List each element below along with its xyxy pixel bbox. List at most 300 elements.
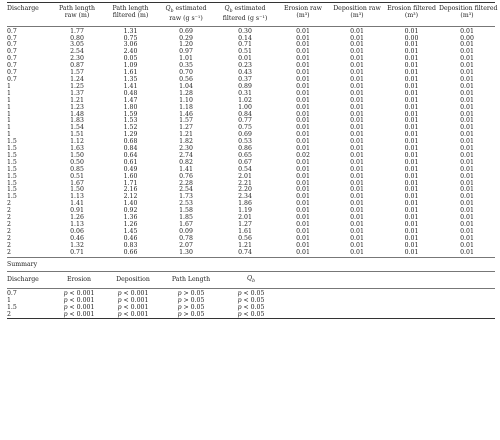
table-cell: 2.20: [238, 186, 252, 194]
table-cell: 2.28: [179, 179, 193, 187]
table-cell: 0.01: [350, 34, 364, 42]
table-cell: 2.01: [238, 214, 252, 222]
table-cell: 1.45: [123, 227, 138, 235]
table-cell: 0.01: [350, 48, 364, 56]
table-cell: 0.01: [460, 69, 474, 77]
column-header-line1: Deposition filtered: [439, 5, 498, 12]
summary-cell: p < 0.001: [53, 288, 105, 297]
table-cell: 0.71: [238, 41, 252, 49]
table-cell: 0.49: [123, 165, 138, 173]
table-cell: 0.01: [296, 131, 310, 139]
table-cell: 0.01: [350, 145, 364, 153]
table-cell: 1: [7, 124, 11, 132]
column-header-line2: (m³): [404, 12, 419, 20]
summary-cell: 1: [7, 296, 11, 304]
table-cell: 2.54: [179, 186, 193, 194]
table-cell: 1.35: [123, 75, 138, 83]
column-header: [103, 3, 158, 26]
table-cell: 0.01: [404, 172, 419, 180]
table-cell: 1: [7, 110, 11, 118]
table-cell: 0.01: [404, 103, 419, 111]
table-cell: 1.37: [70, 89, 84, 97]
table-cell: 1.21: [70, 96, 84, 104]
table-cell: 0.01: [350, 110, 364, 118]
table-cell: 0.01: [296, 165, 310, 173]
table-cell: 1.5: [7, 193, 17, 201]
table-cell: 0.01: [350, 62, 364, 70]
table-cell: 0.69: [158, 26, 214, 35]
table-cell: 0.43: [238, 69, 252, 77]
summary-filler-cell: [281, 298, 495, 305]
table-cell: 0.01: [404, 207, 419, 215]
table-cell: 1.21: [238, 241, 252, 249]
table-cell: 0.01: [404, 89, 419, 97]
table-cell: 1: [7, 96, 11, 104]
table-cell: 1.61: [238, 227, 252, 235]
table-cell: 0.01: [296, 158, 310, 166]
table-cell: 1: [7, 82, 11, 90]
summary-filler-cell: [281, 288, 495, 297]
summary-cell: p < 0.001: [117, 303, 149, 311]
table-cell: 1.24: [70, 75, 84, 83]
table-cell: 1.57: [70, 69, 84, 77]
data-table-container: [7, 2, 498, 319]
column-header: [214, 3, 276, 26]
table-cell: 0.01: [350, 234, 364, 242]
table-cell: 0.01: [404, 124, 419, 132]
table-cell: 0.01: [460, 110, 474, 118]
table-cell: 0.48: [123, 89, 138, 97]
table-cell: 0.01: [404, 186, 419, 194]
table-cell: 1.19: [238, 207, 252, 215]
main-table: [7, 3, 498, 257]
table-cell: 0.84: [123, 145, 138, 153]
table-cell: 0.01: [460, 241, 474, 249]
table-cell: 0.54: [238, 165, 252, 173]
header-row: [7, 3, 495, 26]
table-cell: 0.01: [404, 234, 419, 242]
table-cell: 1.54: [70, 124, 84, 132]
table-cell: 1.31: [103, 26, 158, 35]
table-cell: 0.01: [404, 110, 419, 118]
table-cell: 0.01: [404, 48, 419, 56]
table-cell: 0.01: [350, 241, 364, 249]
table-cell: 1.5: [7, 165, 17, 173]
table-cell: 0.65: [238, 151, 252, 159]
table-cell: 1.26: [70, 214, 84, 222]
table-cell: 1.29: [123, 131, 138, 139]
table-cell: 0.01: [296, 241, 310, 249]
table-cell: 1.28: [179, 89, 193, 97]
table-cell: 0.01: [350, 179, 364, 187]
table-cell: 1.83: [70, 117, 84, 125]
table-cell: 3.05: [70, 41, 84, 49]
table-cell: 1.67: [179, 221, 193, 229]
table-cell: 0.01: [350, 248, 364, 256]
table-cell: 0.71: [70, 248, 84, 256]
table-cell: 0.01: [404, 221, 419, 229]
table-cell: 0.69: [238, 131, 252, 139]
table-cell: 0.01: [460, 179, 474, 187]
table-cell: 0.78: [179, 234, 193, 242]
table-cell: 0.01: [350, 200, 364, 208]
table-cell: 0.01: [296, 89, 310, 97]
table-cell: 0.01: [350, 151, 364, 159]
table-cell: 1.02: [238, 96, 252, 104]
column-header-line2: (m³): [460, 12, 474, 20]
table-cell: 2: [7, 221, 11, 229]
summary-cell: p > 0.05: [161, 288, 221, 297]
column-header: [51, 3, 103, 26]
table-cell: 0.01: [404, 96, 419, 104]
table-cell: 0.01: [296, 55, 310, 63]
table-cell: 2.01: [238, 172, 252, 180]
table-cell: 1.53: [123, 117, 138, 125]
table-cell: 2: [7, 241, 11, 249]
table-cell: 0.7: [7, 41, 17, 49]
table-cell: 1.30: [179, 248, 193, 256]
table-cell: 0.29: [179, 34, 193, 42]
table-cell: 0.97: [179, 48, 193, 56]
summary-cell: p < 0.001: [63, 303, 95, 311]
table-cell: 0.56: [238, 234, 252, 242]
table-cell: 0.01: [404, 138, 419, 146]
table-cell: 1.85: [179, 214, 193, 222]
table-cell: 1.50: [70, 151, 84, 159]
table-cell: 0.01: [350, 117, 364, 125]
table-cell: 1.5: [7, 172, 17, 180]
table-cell: 0.01: [460, 186, 474, 194]
table-cell: 1.58: [179, 207, 193, 215]
table-cell: 0.01: [460, 200, 474, 208]
column-header: [276, 3, 330, 26]
table-cell: 0.56: [179, 75, 193, 83]
table-cell: 2.53: [179, 200, 193, 208]
table-cell: 2.16: [123, 186, 138, 194]
table-cell: 0.01: [404, 227, 419, 235]
table-cell: 0.01: [350, 82, 364, 90]
table-cell: 0.01: [404, 145, 419, 153]
table-cell: 0.46: [123, 234, 138, 242]
table-cell: 0.01: [296, 110, 310, 118]
table-cell: 0.75: [123, 34, 138, 42]
table-cell: 0.91: [70, 207, 84, 215]
table-cell: 0.01: [404, 200, 419, 208]
table-cell: 0.92: [123, 207, 138, 215]
summary-cell: p < 0.001: [105, 288, 161, 297]
summary-cell: p < 0.001: [117, 296, 149, 304]
table-cell: 0.86: [238, 145, 252, 153]
table-cell: 1.5: [7, 138, 17, 146]
summary-cell: p < 0.05: [237, 310, 265, 318]
bottom-rule: [7, 318, 495, 319]
table-cell: 1.61: [123, 69, 138, 77]
table-cell: 0.84: [238, 110, 252, 118]
table-cell: 1.13: [70, 193, 84, 201]
table-cell: 2.34: [238, 193, 252, 201]
table-cell: 0.37: [238, 75, 252, 83]
table-cell: 1.5: [7, 145, 17, 153]
table-cell: 0.30: [214, 26, 276, 35]
table-cell: 0.01: [460, 193, 474, 201]
table-cell: 0.46: [70, 234, 84, 242]
table-cell: 0.01: [350, 103, 364, 111]
table-cell: 1.59: [123, 110, 138, 118]
table-cell: 0.70: [179, 69, 193, 77]
table-cell: 0.01: [296, 179, 310, 187]
table-cell: 0.01: [296, 207, 310, 215]
table-cell: 0.01: [296, 200, 310, 208]
table-cell: 1.47: [123, 96, 138, 104]
table-cell: 2.12: [123, 193, 138, 201]
table-cell: 0.01: [296, 69, 310, 77]
table-cell: 3.06: [123, 41, 138, 49]
table-cell: 1.63: [70, 145, 84, 153]
table-cell: 0.01: [296, 221, 310, 229]
table-cell: 0.01: [460, 172, 474, 180]
table-cell: 0.01: [296, 96, 310, 104]
summary-filler: [281, 272, 495, 289]
table-cell: 0.31: [238, 89, 252, 97]
column-header-line2: (m³): [350, 12, 364, 20]
table-cell: 1.18: [179, 103, 193, 111]
table-cell: 0.01: [296, 48, 310, 56]
table-cell: 1.41: [179, 165, 193, 173]
table-cell: 1.5: [7, 186, 17, 194]
column-header-line1: $Q_b$ estimated: [165, 5, 207, 15]
table-cell: 1.5: [7, 151, 17, 159]
table-cell: 0.01: [350, 227, 364, 235]
summary-cell: p < 0.001: [117, 310, 149, 318]
table-cell: 0.01: [296, 117, 310, 125]
column-header-line2: filtered (g s⁻¹): [222, 15, 268, 23]
table-cell: 0.01: [296, 75, 310, 83]
table-cell: 0.01: [460, 221, 474, 229]
table-cell: 0.01: [404, 193, 419, 201]
table-cell: 1.25: [70, 82, 84, 90]
summary-cell: p > 0.05: [177, 310, 205, 318]
table-cell: 0.01: [404, 82, 419, 90]
table-cell: 0.14: [238, 34, 252, 42]
table-cell: 1.00: [238, 103, 252, 111]
table-cell: 1.27: [238, 221, 252, 229]
table-cell: 0.01: [296, 214, 310, 222]
summary-table: [7, 272, 495, 319]
column-header-line2: raw (g s⁻¹): [169, 15, 203, 23]
summary-cell: p > 0.05: [177, 303, 205, 311]
table-cell: 0.01: [460, 96, 474, 104]
table-cell: 0.01: [460, 48, 474, 56]
column-header: [330, 3, 384, 26]
table-cell: 0.01: [404, 214, 419, 222]
table-cell: 1.04: [179, 82, 193, 90]
table-cell: 0.01: [404, 41, 419, 49]
table-cell: 0.85: [70, 165, 84, 173]
summary-cell: p < 0.05: [237, 296, 265, 304]
column-header: [7, 3, 51, 26]
table-cell: 0.35: [179, 62, 193, 70]
table-row: [7, 250, 495, 257]
table-cell: 0.67: [238, 158, 252, 166]
table-cell: 2: [7, 248, 11, 256]
table-cell: 0.01: [460, 82, 474, 90]
column-header-line1: Deposition raw: [333, 5, 381, 12]
table-cell: 0.01: [350, 89, 364, 97]
table-cell: 1.48: [70, 110, 84, 118]
table-cell: 0.01: [350, 193, 364, 201]
table-cell: 0.01: [460, 131, 474, 139]
column-header-line1: Erosion raw: [284, 5, 322, 12]
table-cell: 0.7: [7, 26, 51, 35]
summary-header-row: [7, 272, 495, 289]
table-cell: 0.06: [70, 227, 84, 235]
table-cell: 0.53: [238, 138, 252, 146]
table-cell: 0.01: [296, 124, 310, 132]
table-cell: 0.01: [296, 41, 310, 49]
table-cell: 1.10: [179, 96, 193, 104]
table-cell: 0.01: [460, 62, 474, 70]
table-cell: 0.01: [350, 131, 364, 139]
table-cell: 0.01: [460, 165, 474, 173]
table-cell: 0.01: [296, 248, 310, 256]
table-cell: 0.80: [70, 34, 84, 42]
table-cell: 0.01: [350, 124, 364, 132]
table-cell: 0.01: [238, 55, 252, 63]
table-cell: 2.30: [179, 145, 193, 153]
table-cell: 1.20: [179, 41, 193, 49]
table-cell: 2.54: [70, 48, 84, 56]
table-cell: 0.01: [404, 179, 419, 187]
table-cell: 1.40: [123, 200, 138, 208]
table-cell: 0.77: [238, 117, 252, 125]
table-cell: 1.82: [179, 138, 193, 146]
summary-column-header: Erosion: [66, 276, 92, 284]
table-cell: 0.01: [296, 227, 310, 235]
table-cell: 0.01: [460, 248, 474, 256]
table-cell: 0.01: [404, 69, 419, 77]
summary-title: Summary: [7, 260, 38, 268]
table-cell: 0.74: [238, 248, 252, 256]
table-cell: 0.01: [296, 138, 310, 146]
table-cell: 0.51: [70, 172, 84, 180]
summary-cell: 2: [7, 310, 11, 318]
table-cell: 1.27: [179, 124, 193, 132]
table-cell: 0.01: [404, 248, 419, 256]
table-cell: 0.00: [460, 34, 474, 42]
table-cell: 1.46: [179, 110, 193, 118]
table-cell: 1.26: [123, 221, 138, 229]
table-cell: 0.01: [404, 55, 419, 63]
table-cell: 1.41: [70, 200, 84, 208]
column-header: [384, 3, 439, 26]
table-cell: 0.89: [238, 82, 252, 90]
table-cell: 0.7: [7, 62, 17, 70]
table-cell: 1.23: [70, 103, 84, 111]
table-cell: 1: [7, 89, 11, 97]
column-header-line2: raw (m): [64, 12, 90, 20]
table-cell: 0.05: [123, 55, 138, 63]
table-cell: 0.01: [350, 221, 364, 229]
table-cell: 0.75: [238, 124, 252, 132]
table-cell: 1.5: [7, 179, 17, 187]
table-cell: 0.01: [460, 124, 474, 132]
table-cell: 0.09: [179, 227, 193, 235]
table-cell: 0.01: [350, 75, 364, 83]
table-cell: 2: [7, 227, 11, 235]
table-cell: 0.01: [460, 145, 474, 153]
table-cell: 0.01: [404, 165, 419, 173]
table-cell: 0.61: [123, 158, 138, 166]
table-cell: 1.50: [70, 186, 84, 194]
table-cell: 0.01: [350, 172, 364, 180]
summary-cell: p < 0.001: [63, 310, 95, 318]
table-cell: 0.01: [296, 145, 310, 153]
table-cell: 0.76: [179, 172, 193, 180]
table-cell: 0.87: [70, 62, 84, 70]
table-cell: 1.80: [123, 103, 138, 111]
table-cell: 1.01: [179, 55, 193, 63]
table-cell: 1: [7, 131, 11, 139]
summary-filler-cell: [281, 305, 495, 312]
table-cell: 2.74: [179, 151, 193, 159]
table-cell: 0.01: [460, 55, 474, 63]
summary-row: [7, 312, 495, 319]
table-cell: 0.01: [330, 26, 384, 35]
table-cell: 0.01: [404, 241, 419, 249]
table-cell: 0.7: [7, 69, 17, 77]
table-cell: 0.7: [7, 34, 17, 42]
column-header-line1: Path length: [112, 5, 149, 12]
table-cell: 1.13: [70, 221, 84, 229]
summary-cell: 0.7: [7, 288, 53, 297]
table-cell: 0.64: [123, 151, 138, 159]
table-cell: 2: [7, 200, 11, 208]
table-cell: 1.41: [123, 82, 138, 90]
column-header-line2: (m³): [296, 12, 310, 20]
table-cell: 2.21: [238, 179, 252, 187]
table-cell: 0.01: [350, 158, 364, 166]
table-cell: 0.01: [460, 89, 474, 97]
summary-table-body: [7, 288, 495, 318]
table-cell: 0.01: [350, 207, 364, 215]
table-cell: 1.60: [123, 172, 138, 180]
table-cell: 1.36: [123, 214, 138, 222]
table-cell: 1.67: [70, 179, 84, 187]
table-cell: 0.02: [296, 151, 310, 159]
table-cell: 0.01: [296, 62, 310, 70]
table-cell: 1.09: [123, 62, 138, 70]
table-cell: 0.01: [350, 214, 364, 222]
table-cell: 0.01: [296, 82, 310, 90]
summary-cell: 1.5: [7, 303, 17, 311]
table-cell: 1.32: [70, 241, 84, 249]
table-cell: 0.01: [460, 138, 474, 146]
table-cell: 1.52: [123, 124, 138, 132]
summary-cell: p < 0.05: [237, 303, 265, 311]
table-cell: 0.01: [404, 131, 419, 139]
table-cell: 1.21: [179, 131, 193, 139]
summary-table-header: [7, 272, 495, 289]
table-cell: 1.77: [51, 26, 103, 35]
table-cell: 0.50: [70, 158, 84, 166]
table-cell: 0.7: [7, 55, 17, 63]
table-cell: 0.51: [238, 48, 252, 56]
table-cell: 0.01: [350, 165, 364, 173]
summary-filler-cell: [281, 312, 495, 319]
table-cell: 0.01: [296, 34, 310, 42]
table-cell: 0.01: [276, 26, 330, 35]
table-cell: 0.01: [460, 151, 474, 159]
